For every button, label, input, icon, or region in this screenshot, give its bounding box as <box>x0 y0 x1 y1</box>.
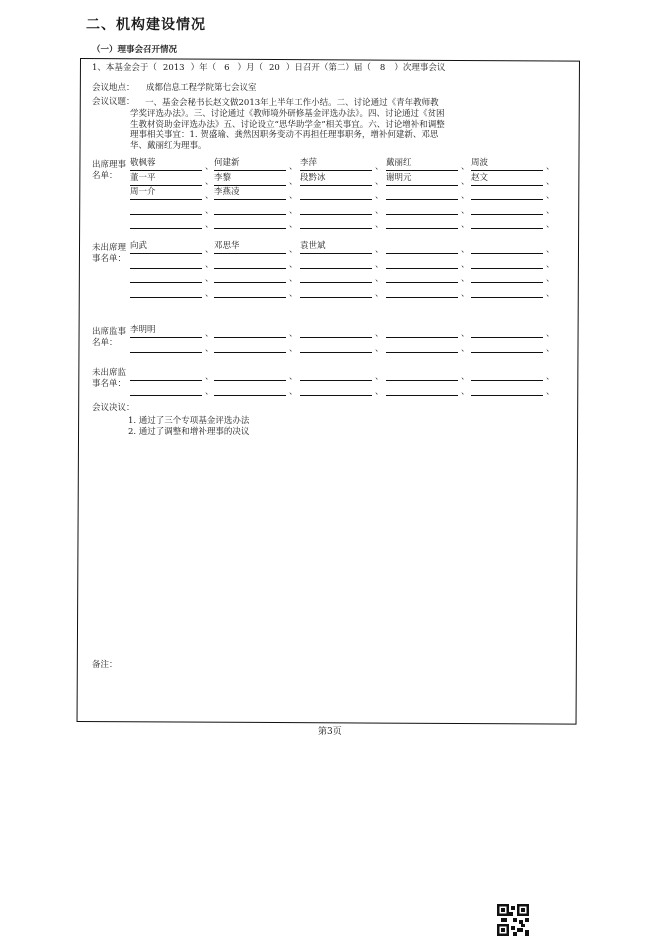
name-blank-line <box>130 383 202 396</box>
name-blank-line <box>386 187 458 200</box>
line1-session-suffix: ）次理事会议 <box>394 63 446 73</box>
attending-directors-label <box>92 160 126 182</box>
separator-mark: 、 <box>461 329 470 339</box>
separator-mark: 、 <box>461 288 470 299</box>
separator-mark: 、 <box>546 274 555 284</box>
name-blank-line <box>214 285 286 298</box>
name-blank-line <box>386 368 458 381</box>
name-blank-line <box>214 216 286 229</box>
attending-directors-label-2: 名单： <box>92 171 118 181</box>
section-title: 二、机构建设情况 <box>86 17 206 33</box>
separator-mark: 、 <box>205 259 214 270</box>
absent-supervisors-label-2: 事名单： <box>92 379 127 389</box>
line1-month-suffix: ）月（ <box>237 63 264 73</box>
separator-mark: 、 <box>546 372 555 382</box>
absent-supervisors-label-1: 未出席监 <box>92 368 127 378</box>
meeting-session: 8 <box>379 63 386 73</box>
name-blank-line <box>300 216 372 229</box>
name-blank-line <box>386 270 458 283</box>
separator-mark: 、 <box>205 176 214 187</box>
separator-mark: 、 <box>205 191 214 201</box>
separator-mark: 、 <box>205 343 214 354</box>
name-entry: 袁世斌 <box>300 241 372 254</box>
name-blank-line <box>386 340 458 353</box>
name-blank-line <box>471 340 543 353</box>
name-entry: 李黎 <box>214 173 286 186</box>
separator-mark: 、 <box>289 259 298 270</box>
name-entry: 周波 <box>471 158 543 171</box>
remarks-label: 备注： <box>92 660 118 670</box>
resolution-item: 2. 通过了调整和增补理事的决议 <box>128 427 250 437</box>
separator-mark: 、 <box>546 259 555 270</box>
separator-mark: 、 <box>546 245 555 255</box>
separator-mark: 、 <box>289 245 298 255</box>
separator-mark: 、 <box>461 176 470 187</box>
name-blank-line <box>471 383 543 396</box>
separator-mark: 、 <box>289 372 298 382</box>
line1-day-suffix: ）日召开（ <box>285 63 329 73</box>
separator-mark: 、 <box>546 191 555 201</box>
attending-directors-label-1: 出席理事 <box>92 160 127 170</box>
meeting-term: 第二 <box>328 63 346 73</box>
separator-mark: 、 <box>375 176 384 187</box>
separator-mark: 、 <box>461 205 470 216</box>
separator-mark: 、 <box>461 343 470 354</box>
separator-mark: 、 <box>461 259 470 270</box>
separator-mark: 、 <box>461 386 470 397</box>
name-blank-line <box>300 340 372 353</box>
separator-mark: 、 <box>289 288 298 299</box>
separator-mark: 、 <box>546 386 555 397</box>
name-blank-line <box>471 270 543 283</box>
separator-mark: 、 <box>375 329 384 339</box>
name-blank-line <box>130 256 202 269</box>
separator-mark: 、 <box>205 372 214 382</box>
attending-supervisors-label-2: 名单： <box>92 338 118 348</box>
name-entry: 李明明 <box>130 325 202 338</box>
name-blank-line <box>471 216 543 229</box>
separator-mark: 、 <box>546 205 555 216</box>
separator-mark: 、 <box>289 162 298 172</box>
name-entry: 敬枫蓉 <box>130 158 202 171</box>
separator-mark: 、 <box>461 372 470 382</box>
name-entry: 戴丽红 <box>386 158 458 171</box>
name-blank-line <box>214 202 286 215</box>
line1-term-suffix: ）届（ <box>345 63 371 73</box>
separator-mark: 、 <box>375 288 384 299</box>
name-blank-line <box>130 285 202 298</box>
name-blank-line <box>130 368 202 381</box>
name-blank-line <box>386 241 458 254</box>
resolution-item: 1. 通过了三个专项基金评选办法 <box>128 416 250 426</box>
location-value: 成都信息工程学院第七会议室 <box>146 83 257 93</box>
meeting-day: 20 <box>269 63 280 73</box>
name-blank-line <box>471 285 543 298</box>
separator-mark: 、 <box>461 220 470 230</box>
name-blank-line <box>130 340 202 353</box>
name-blank-line <box>386 383 458 396</box>
agenda-text: 一、基金会秘书长赵文做2013年上半年工作小结。二、讨论通过《青年教师教学奖评选办法》。三、讨论通过《教师境外研修基金评选办法》。四、讨论通过《贫困生教材资助金评选办法》五、讨论设立“思华助学金”相关事宜。六、讨论增补和调整理事相关事宜：1. 贺盛瑜、龚然因职务变动不再担任理事职务，增补何建新、邓思华、戴丽红为理事。 <box>130 98 445 152</box>
name-blank-line <box>300 256 372 269</box>
subsection-title: （一）理事会召开情况 <box>92 45 178 55</box>
name-blank-line <box>300 187 372 200</box>
name-blank-line <box>300 202 372 215</box>
name-blank-line <box>214 368 286 381</box>
resolutions-label: 会议决议： <box>92 403 135 413</box>
meeting-info-line <box>92 63 445 74</box>
separator-mark: 、 <box>461 191 470 201</box>
separator-mark: 、 <box>546 343 555 354</box>
separator-mark: 、 <box>546 329 555 339</box>
page-number: 第3页 <box>318 727 342 737</box>
separator-mark: 、 <box>289 274 298 284</box>
name-blank-line <box>214 325 286 338</box>
attending-supervisors-label-1: 出席监事 <box>92 327 127 337</box>
name-blank-line <box>386 216 458 229</box>
separator-mark: 、 <box>375 372 384 382</box>
separator-mark: 、 <box>289 329 298 339</box>
name-blank-line <box>386 202 458 215</box>
attending-supervisors-label <box>92 327 126 349</box>
separator-mark: 、 <box>375 162 384 172</box>
name-blank-line <box>130 202 202 215</box>
separator-mark: 、 <box>205 386 214 397</box>
name-blank-line <box>300 270 372 283</box>
meeting-year: 2013 <box>162 63 185 73</box>
name-entry: 向武 <box>130 241 202 254</box>
name-blank-line <box>130 270 202 283</box>
separator-mark: 、 <box>375 191 384 201</box>
absent-supervisors-label <box>92 368 126 390</box>
name-entry: 邓思华 <box>214 241 286 254</box>
agenda-label: 会议议题： <box>92 97 135 107</box>
separator-mark: 、 <box>289 176 298 187</box>
separator-mark: 、 <box>461 274 470 284</box>
name-entry: 谢明元 <box>386 173 458 186</box>
name-blank-line <box>214 270 286 283</box>
name-blank-line <box>471 202 543 215</box>
absent-directors-label-1: 未出席理 <box>92 243 127 253</box>
qr-code-icon <box>497 904 529 936</box>
separator-mark: 、 <box>289 220 298 230</box>
name-blank-line <box>300 285 372 298</box>
separator-mark: 、 <box>546 176 555 187</box>
separator-mark: 、 <box>205 162 214 172</box>
separator-mark: 、 <box>205 245 214 255</box>
name-blank-line <box>471 241 543 254</box>
separator-mark: 、 <box>289 191 298 201</box>
name-entry: 李萍 <box>300 158 372 171</box>
name-entry: 段黔冰 <box>300 173 372 186</box>
separator-mark: 、 <box>375 220 384 230</box>
separator-mark: 、 <box>461 162 470 172</box>
separator-mark: 、 <box>546 220 555 230</box>
name-entry: 李燕凌 <box>214 187 286 200</box>
separator-mark: 、 <box>375 343 384 354</box>
name-blank-line <box>471 325 543 338</box>
name-entry: 周一介 <box>130 187 202 200</box>
separator-mark: 、 <box>375 259 384 270</box>
separator-mark: 、 <box>205 288 214 299</box>
name-blank-line <box>300 383 372 396</box>
name-blank-line <box>471 187 543 200</box>
line1-prefix: 1、本基金会于（ <box>92 63 157 73</box>
separator-mark: 、 <box>289 205 298 216</box>
name-blank-line <box>471 256 543 269</box>
separator-mark: 、 <box>375 245 384 255</box>
absent-directors-label-2: 事名单： <box>92 254 127 264</box>
name-blank-line <box>214 256 286 269</box>
separator-mark: 、 <box>375 386 384 397</box>
name-blank-line <box>130 216 202 229</box>
separator-mark: 、 <box>205 274 214 284</box>
separator-mark: 、 <box>461 245 470 255</box>
name-blank-line <box>386 285 458 298</box>
separator-mark: 、 <box>289 343 298 354</box>
name-entry: 何建新 <box>214 158 286 171</box>
name-blank-line <box>471 368 543 381</box>
separator-mark: 、 <box>289 386 298 397</box>
separator-mark: 、 <box>205 220 214 230</box>
location-label: 会议地点： <box>92 83 135 93</box>
separator-mark: 、 <box>546 288 555 299</box>
name-blank-line <box>386 325 458 338</box>
separator-mark: 、 <box>546 162 555 172</box>
name-entry: 董一平 <box>130 173 202 186</box>
absent-directors-label <box>92 243 126 265</box>
name-blank-line <box>214 383 286 396</box>
separator-mark: 、 <box>375 274 384 284</box>
separator-mark: 、 <box>375 205 384 216</box>
name-blank-line <box>300 368 372 381</box>
name-entry: 赵文 <box>471 173 543 186</box>
separator-mark: 、 <box>205 329 214 339</box>
name-blank-line <box>214 340 286 353</box>
separator-mark: 、 <box>205 205 214 216</box>
name-blank-line <box>386 256 458 269</box>
line1-year-suffix: ）年（ <box>190 63 217 73</box>
meeting-month: 6 <box>224 63 230 73</box>
name-blank-line <box>300 325 372 338</box>
